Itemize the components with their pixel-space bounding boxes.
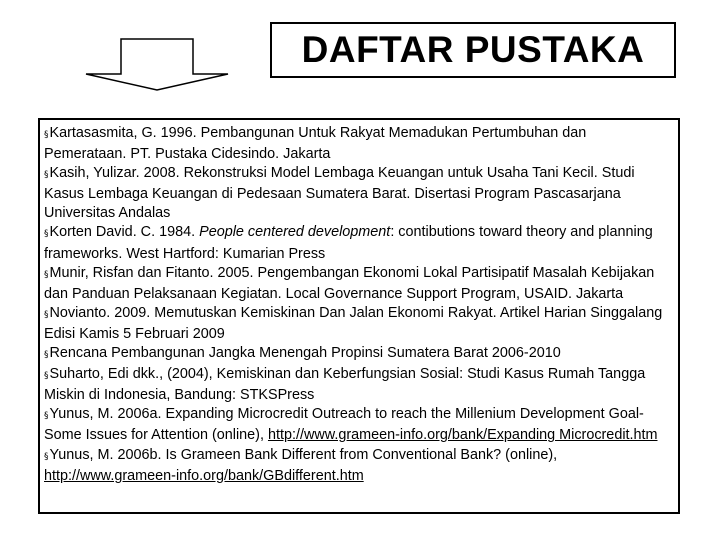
- reference-list: [38, 118, 680, 514]
- down-arrow-icon: [84, 38, 230, 92]
- bullet-icon: §: [44, 269, 49, 280]
- reference-item: §Kartasasmita, G. 1996. Pembangunan Untuk Rakyat Memadukan Pertumbuhan dan Pemerataan. PT. Pustaka Cidesindo. Jakarta: [44, 125, 587, 163]
- reference-link[interactable]: http://www.grameen-info.org/bank/Expanding Microcredit.htm: [267, 427, 658, 444]
- bullet-icon: §: [44, 371, 49, 382]
- reference-item: §Rencana Pembangunan Jangka Menengah Propinsi Sumatera Barat 2006-2010: [44, 345, 561, 362]
- bullet-icon: §: [44, 309, 49, 320]
- page-title: DAFTAR PUSTAKA: [270, 22, 676, 78]
- bullet-icon: §: [44, 411, 49, 422]
- reference-item: §Korten David. C. 1984. People centered development: contibutions toward theory and planning frameworks. West Hartford: Kumarian Press: [44, 224, 653, 262]
- reference-item: §Suharto, Edi dkk., (2004), Kemiskinan dan Keberfungsian Sosial: Studi Kasus Rumah Tangga Miskin di Indonesia, Bandung: STKSPress: [44, 366, 646, 404]
- reference-item: §Yunus, M. 2006b. Is Grameen Bank Different from Conventional Bank? (online), http://www.grameen-info.org/bank/GBdifferent.htm: [44, 446, 558, 484]
- reference-italic-title: People centered development: [199, 224, 391, 241]
- reference-item: §Yunus, M. 2006a. Expanding Microcredit Outreach to reach the Millenium Development Goal-Some Issues for Attention (online), http://www.grameen-info.org/bank/Expanding Microcredit.htm: [44, 406, 658, 444]
- bullet-icon: §: [44, 130, 49, 140]
- bullet-icon: §: [44, 350, 49, 361]
- reference-link[interactable]: http://www.grameen-info.org/bank/GBdifferent.htm: [44, 467, 364, 484]
- bullet-icon: §: [44, 451, 49, 462]
- bullet-icon: §: [44, 229, 49, 240]
- reference-item: §Munir, Risfan dan Fitanto. 2005. Pengembangan Ekonomi Lokal Partisipatif Masalah Kebijakan dan Panduan Pelaksanaan Kegiatan. Local Governance Support Program, USAID. Jakarta: [44, 264, 655, 302]
- bullet-icon: §: [44, 170, 49, 181]
- reference-item: §Kasih, Yulizar. 2008. Rekonstruksi Model Lembaga Keuangan untuk Usaha Tani Kecil. Studi Kasus Lembaga Keuangan di Pedesaan Sumatera Barat. Disertasi Program Pascasarjana Universitas Andalas: [44, 165, 635, 222]
- reference-item: §Novianto. 2009. Memutuskan Kemiskinan Dan Jalan Ekonomi Rakyat. Artikel Harian Singgalang Edisi Kamis 5 Februari 2009: [44, 304, 663, 342]
